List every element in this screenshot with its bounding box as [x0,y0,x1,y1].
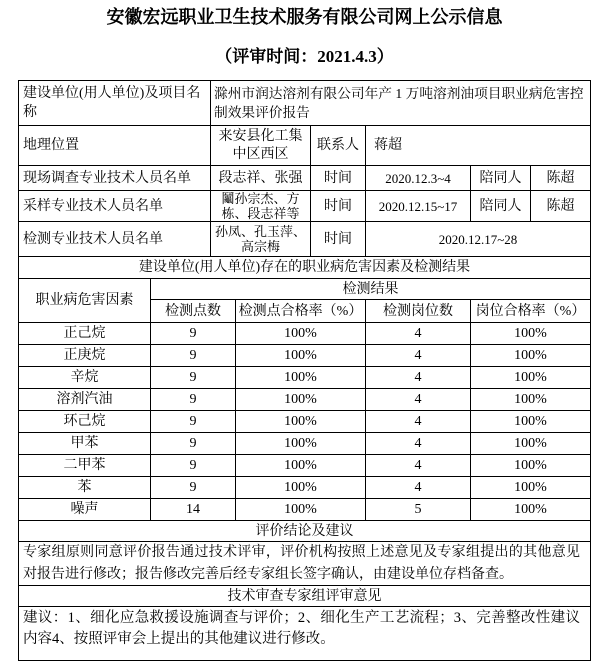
expert-opinion-title: 技术审查专家组评审意见 [19,586,590,606]
post-pass-rate-cell: 100% [471,345,590,366]
conclusion-title: 评价结论及建议 [19,521,590,541]
posts-cell: 4 [366,389,470,410]
sampling-time-label: 时间 [311,191,365,221]
expert-opinion-text: 建议：1、细化应急救援设施调查与评价；2、细化生产工艺流程；3、完善整改性建议内容4、按照评审会上提出的其他建议进行修改。 [19,607,590,660]
post-pass-rate-cell: 100% [471,499,590,520]
post-pass-rate-cell: 100% [471,455,590,476]
survey-time-label: 时间 [311,166,365,190]
survey-staff: 段志祥、张强 [211,166,310,190]
factor-cell: 溶剂汽油 [19,389,150,410]
contact-name: 蒋超 [366,126,590,165]
post-pass-rate-cell: 100% [471,367,590,388]
sampling-escort-label: 陪同人 [471,191,530,221]
post-pass-rate-header: 岗位合格率（%） [471,300,590,322]
point-pass-rate-cell: 100% [236,499,365,520]
sampling-label: 采样专业技术人员名单 [19,191,210,221]
factor-cell: 正己烷 [19,323,150,344]
results-section-title: 建设单位(用人单位)存在的职业病危害因素及检测结果 [19,257,590,278]
testing-time: 2020.12.17~28 [366,222,590,256]
factor-cell: 二甲苯 [19,455,150,476]
page-title: 安徽宏远职业卫生技术服务有限公司网上公示信息 [106,7,503,27]
posts-cell: 4 [366,477,470,498]
posts-cell: 4 [366,455,470,476]
factor-cell: 正庚烷 [19,345,150,366]
review-time: （评审时间：2021.4.3） [215,47,394,66]
post-pass-rate-cell: 100% [471,411,590,432]
contact-label: 联系人 [311,126,365,165]
factor-cell: 苯 [19,477,150,498]
testing-label: 检测专业技术人员名单 [19,222,210,256]
posts-cell: 5 [366,499,470,520]
sampling-staff: 鬮孙宗杰、方栋、段志祥等 [211,191,310,221]
survey-escort-label: 陪同人 [471,166,530,190]
factor-cell: 环己烷 [19,411,150,432]
sampling-escort: 陈超 [531,191,590,221]
post-pass-rate-cell: 100% [471,433,590,454]
project-name: 滁州市润达溶剂有限公司年产 1 万吨溶剂油项目职业病危害控制效果评价报告 [211,81,590,125]
posts-cell: 4 [366,345,470,366]
points-cell: 9 [151,477,235,498]
factor-header: 职业病危害因素 [19,279,150,322]
survey-escort: 陈超 [531,166,590,190]
survey-label: 现场调查专业技术人员名单 [19,166,210,190]
testing-time-label: 时间 [311,222,365,256]
posts-cell: 4 [366,411,470,432]
location-value: 来安县化工集中区西区 [211,126,310,165]
factor-cell: 甲苯 [19,433,150,454]
project-label: 建设单位(用人单位)及项目名称 [19,81,210,125]
posts-header: 检测岗位数 [366,300,470,322]
factor-cell: 噪声 [19,499,150,520]
location-label: 地理位置 [19,126,210,165]
post-pass-rate-cell: 100% [471,323,590,344]
point-pass-rate-cell: 100% [236,411,365,432]
posts-cell: 4 [366,433,470,454]
point-pass-rate-cell: 100% [236,433,365,454]
posts-cell: 4 [366,323,470,344]
point-pass-rate-cell: 100% [236,367,365,388]
point-pass-rate-cell: 100% [236,345,365,366]
survey-time: 2020.12.3~4 [366,166,470,190]
testing-staff: 孙凤、孔玉萍、高宗梅 [211,222,310,256]
point-pass-rate-cell: 100% [236,455,365,476]
points-cell: 9 [151,345,235,366]
point-pass-rate-cell: 100% [236,477,365,498]
points-header: 检测点数 [151,300,235,322]
conclusion-text: 专家组原则同意评价报告通过技术评审，评价机构按照上述意见及专家组提出的其他意见对报告进行修改；报告修改完善后经专家组长签字确认，由建设单位存档备查。 [19,542,590,585]
disclosure-table [18,80,591,661]
point-pass-rate-cell: 100% [236,323,365,344]
sampling-time: 2020.12.15~17 [366,191,470,221]
points-cell: 9 [151,367,235,388]
factor-cell: 辛烷 [19,367,150,388]
post-pass-rate-cell: 100% [471,389,590,410]
points-cell: 9 [151,455,235,476]
points-cell: 9 [151,323,235,344]
points-cell: 9 [151,411,235,432]
posts-cell: 4 [366,367,470,388]
point-pass-rate-header: 检测点合格率（%） [236,300,365,322]
point-pass-rate-cell: 100% [236,389,365,410]
points-cell: 14 [151,499,235,520]
points-cell: 9 [151,433,235,454]
points-cell: 9 [151,389,235,410]
post-pass-rate-cell: 100% [471,477,590,498]
results-group-header: 检测结果 [151,279,590,299]
